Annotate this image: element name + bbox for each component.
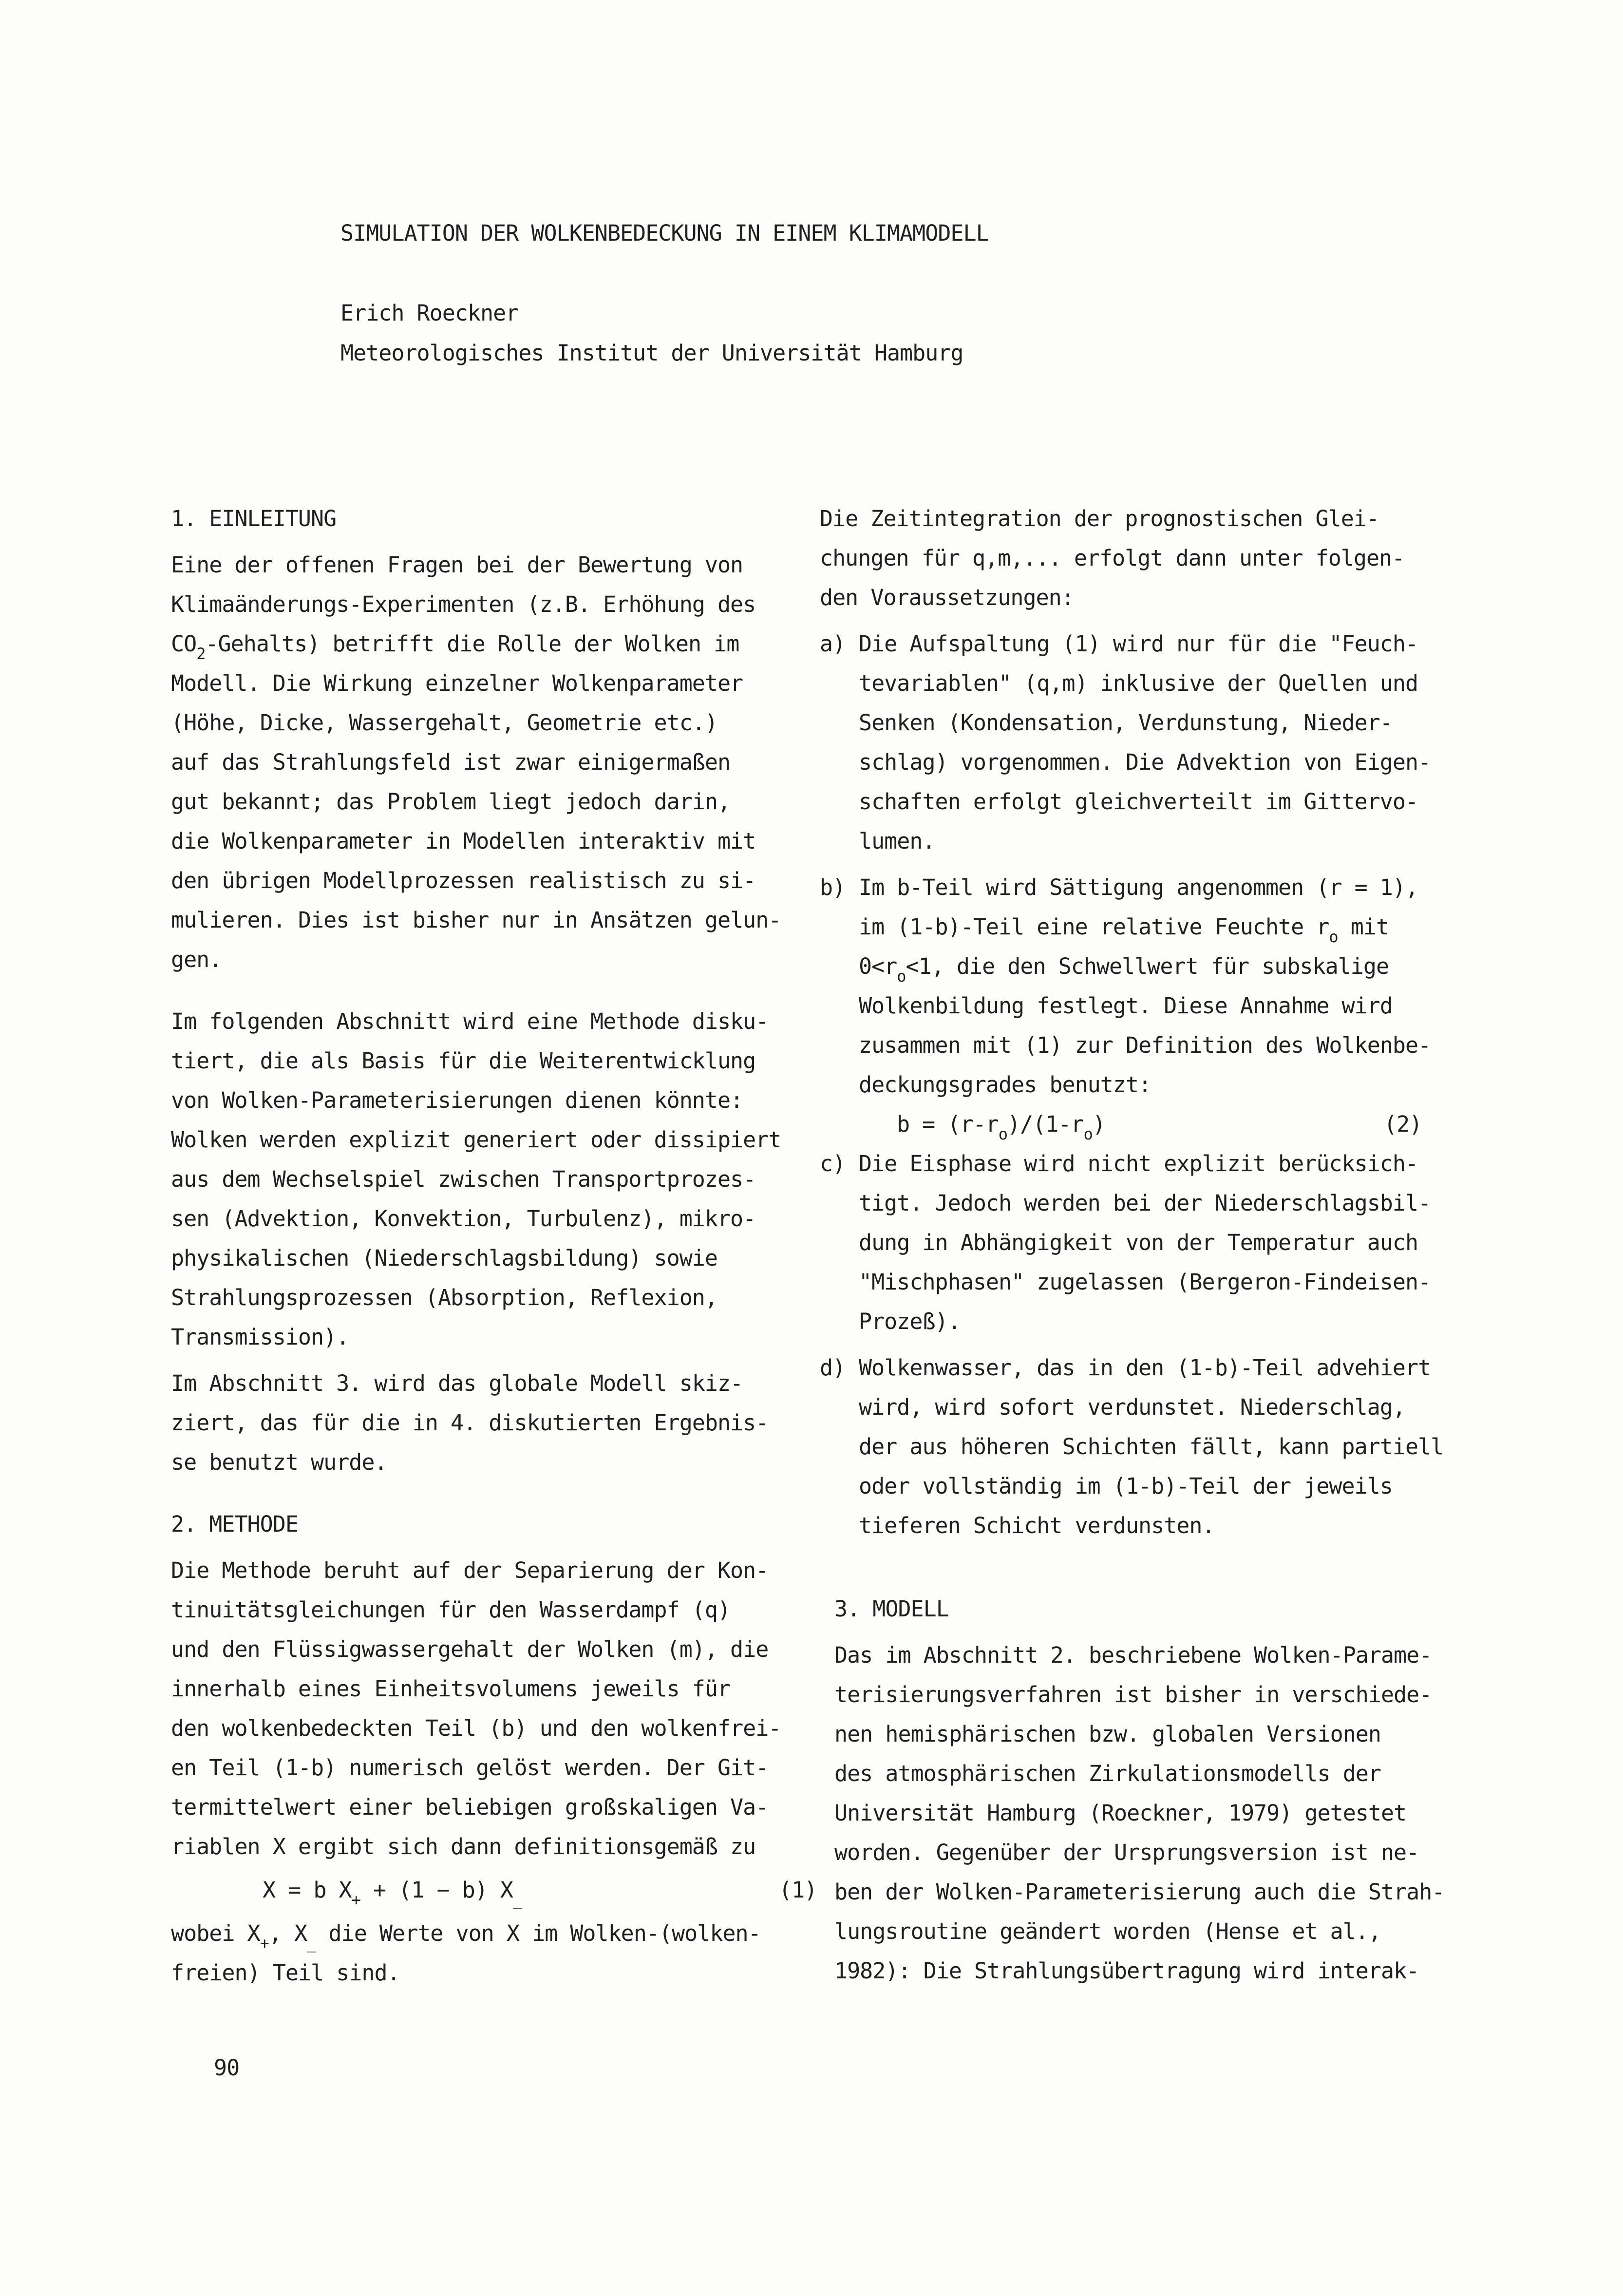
paragraph-zeitintegration: [820, 499, 1468, 617]
equation-2: $b = (r-r_o)/(1-r_o)$ (2): [897, 1104, 1468, 1144]
text-line: ben der Wolken-Parameterisierung auch die Strah-: [834, 1879, 1445, 1905]
text-line-schwellwert: $0<r_o<1$, die den Schwellwert für subskalige: [859, 953, 1389, 986]
text-line: Wolken werden explizit generiert oder dissipiert: [171, 1127, 781, 1153]
text-line: Die Aufspaltung (1) wird nur für die "Feuch-: [859, 631, 1418, 657]
text-line: mulieren. Dies ist bisher nur in Ansätzen gelun-: [171, 907, 781, 933]
list-marker: a): [820, 631, 846, 657]
author-name: Erich Roeckner: [340, 300, 519, 326]
text-line: gut bekannt; das Problem liegt jedoch darin,: [171, 789, 731, 815]
list-marker: d): [820, 1355, 846, 1381]
text-line: Wolkenwasser, das in den (1-b)-Teil advehiert: [859, 1355, 1431, 1381]
text-line: den Voraussetzungen:: [820, 585, 1074, 610]
text-line: 1982): Die Strahlungsübertragung wird interak-: [834, 1958, 1419, 1984]
text-line: auf das Strahlungsfeld ist zwar einigermaßen: [171, 749, 731, 775]
equation-1: X = b $X_+ + (1 - b)$ $X_{\_}$ (1): [263, 1870, 804, 1910]
text-line: den übrigen Modellprozessen realistisch zu si-: [171, 868, 756, 893]
text-line: se benutzt wurde.: [171, 1449, 387, 1475]
text-line: schaften erfolgt gleichverteilt im Gittervo-: [859, 789, 1418, 815]
text-line: Eine der offenen Fragen bei der Bewertung von: [171, 552, 743, 578]
text-line: dung in Abhängigkeit von der Temperatur auch: [859, 1230, 1418, 1255]
list-marker: b): [820, 874, 846, 900]
paragraph-einleitung: [171, 545, 804, 979]
text-line: von Wolken-Parameterisierungen dienen könnte:: [171, 1087, 743, 1113]
text-line: Im b-Teil wird Sättigung angenommen (r = 1),: [859, 874, 1418, 900]
text-line: der aus höheren Schichten fällt, kann partiell: [859, 1434, 1444, 1460]
list-item-b: [820, 868, 1468, 1144]
text-line: chungen für q,m,... erfolgt dann unter folgen-: [820, 545, 1405, 571]
paragraph-abschnitt-modell: [171, 1364, 804, 1482]
text-line: riablen X ergibt sich dann definitionsgemäß zu: [171, 1834, 756, 1860]
section-heading-einleitung: 1. EINLEITUNG: [171, 506, 337, 531]
text-line: Transmission).: [171, 1324, 349, 1350]
text-line: schlag) vorgenommen. Die Advektion von Eigen-: [859, 749, 1431, 775]
text-line: aus dem Wechselspiel zwischen Transportprozes-: [171, 1166, 756, 1192]
list-item-a: [820, 624, 1468, 861]
text-line: und den Flüssigwassergehalt der Wolken (m), die: [171, 1636, 769, 1662]
text-line: des atmosphärischen Zirkulationsmodells der: [834, 1761, 1381, 1786]
author-affiliation: Meteorologisches Institut der Universität Hamburg: [340, 340, 963, 366]
text-line-co2: $CO_2-Gehalts$) betrifft die Rolle der Wolken im: [171, 631, 739, 663]
text-line-wobei: wobei $X_+$, $X_{\_}$ die Werte von X im Wolken-(wolken-: [171, 1920, 761, 1953]
list-item-c: [820, 1144, 1468, 1341]
text-line: Die Methode beruht auf der Separierung der Kon-: [171, 1557, 769, 1583]
paper-title: SIMULATION DER WOLKENBEDECKUNG IN EINEM KLIMAMODELL: [340, 220, 989, 246]
text-line: (Höhe, Dicke, Wassergehalt, Geometrie etc.): [171, 710, 717, 736]
paragraph-modell: [834, 1635, 1468, 1991]
text-line: sen (Advektion, Konvektion, Turbulenz), mikro-: [171, 1206, 756, 1232]
equation-number: (2): [1384, 1111, 1422, 1137]
text-line: Die Eisphase wird nicht explizit berücksich-: [859, 1151, 1418, 1176]
text-line: terisierungsverfahren ist bisher in verschiede-: [834, 1682, 1432, 1708]
right-column: [820, 499, 1468, 1991]
text-line: Das im Abschnitt 2. beschriebene Wolken-Parame-: [834, 1642, 1432, 1668]
section-heading-modell: 3. MODELL: [834, 1596, 949, 1622]
text-line: tinuitätsgleichungen für den Wasserdampf (q): [171, 1597, 731, 1623]
text-line: physikalischen (Niederschlagsbildung) sowie: [171, 1245, 717, 1271]
text-line: Strahlungsprozessen (Absorption, Reflexion,: [171, 1285, 717, 1310]
text-line: tevariablen" (q,m) inklusive der Quellen und: [859, 670, 1418, 696]
text-line: Klimaänderungs-Experimenten (z.B. Erhöhung des: [171, 591, 756, 617]
text-line: nen hemisphärischen bzw. globalen Versionen: [834, 1721, 1381, 1747]
text-line: Universität Hamburg (Roeckner, 1979) getestet: [834, 1800, 1407, 1826]
text-line: "Mischphasen" zugelassen (Bergeron-Findeisen-: [859, 1269, 1431, 1295]
text-line: tigt. Jedoch werden bei der Niederschlagsbil-: [859, 1190, 1431, 1216]
page-number: 90: [214, 2055, 240, 2081]
text-line: worden. Gegenüber der Ursprungsversion ist ne-: [834, 1840, 1419, 1865]
list-marker: c): [820, 1151, 846, 1176]
paragraph-methode: [171, 1551, 804, 1866]
text-line: Im Abschnitt 3. wird das globale Modell skiz-: [171, 1370, 743, 1396]
text-line: gen.: [171, 947, 222, 972]
text-line: wird, wird sofort verdunstet. Niederschlag,: [859, 1394, 1405, 1420]
section-heading-methode: 2. METHODE: [171, 1511, 298, 1537]
text-line: innerhalb eines Einheitsvolumens jeweils für: [171, 1676, 731, 1702]
text-line: en Teil (1-b) numerisch gelöst werden. Der Git-: [171, 1755, 769, 1781]
text-line: freien) Teil sind.: [171, 1960, 400, 1986]
paragraph-abschnitt-methode: [171, 1002, 804, 1357]
text-line: Senken (Kondensation, Verdunstung, Nieder-: [859, 710, 1393, 736]
text-line: den wolkenbedeckten Teil (b) und den wolkenfrei-: [171, 1715, 781, 1741]
text-line: lungsroutine geändert worden (Hense et al.,: [834, 1918, 1381, 1944]
paragraph-wobei: [171, 1914, 804, 1992]
equation-number: (1): [779, 1877, 817, 1903]
text-line: lumen.: [859, 828, 935, 854]
text-line: Prozeß).: [859, 1309, 961, 1334]
text-line: ziert, das für die in 4. diskutierten Ergebnis-: [171, 1410, 769, 1436]
text-line: oder vollständig im (1-b)-Teil der jeweils: [859, 1473, 1393, 1499]
text-line: Modell. Die Wirkung einzelner Wolkenparameter: [171, 670, 743, 696]
left-column: [171, 499, 817, 1992]
text-line: termittelwert einer beliebigen großskaligen Va-: [171, 1794, 769, 1820]
text-line: zusammen mit (1) zur Definition des Wolkenbe-: [859, 1032, 1431, 1058]
text-line: Wolkenbildung festlegt. Diese Annahme wird: [859, 993, 1393, 1019]
text-line: tiert, die als Basis für die Weiterentwicklung: [171, 1048, 756, 1074]
text-line: Die Zeitintegration der prognostischen Glei-: [820, 506, 1379, 531]
text-line: die Wolkenparameter in Modellen interaktiv mit: [171, 828, 756, 854]
text-line: Im folgenden Abschnitt wird eine Methode disku-: [171, 1008, 769, 1034]
text-line: tieferen Schicht verdunsten.: [859, 1513, 1215, 1538]
text-line: deckungsgrades benutzt:: [859, 1072, 1151, 1098]
list-item-d: [820, 1348, 1468, 1545]
text-line-feuchte: im (1-b)-Teil eine relative Feuchte $r_o$ mit: [859, 914, 1389, 946]
